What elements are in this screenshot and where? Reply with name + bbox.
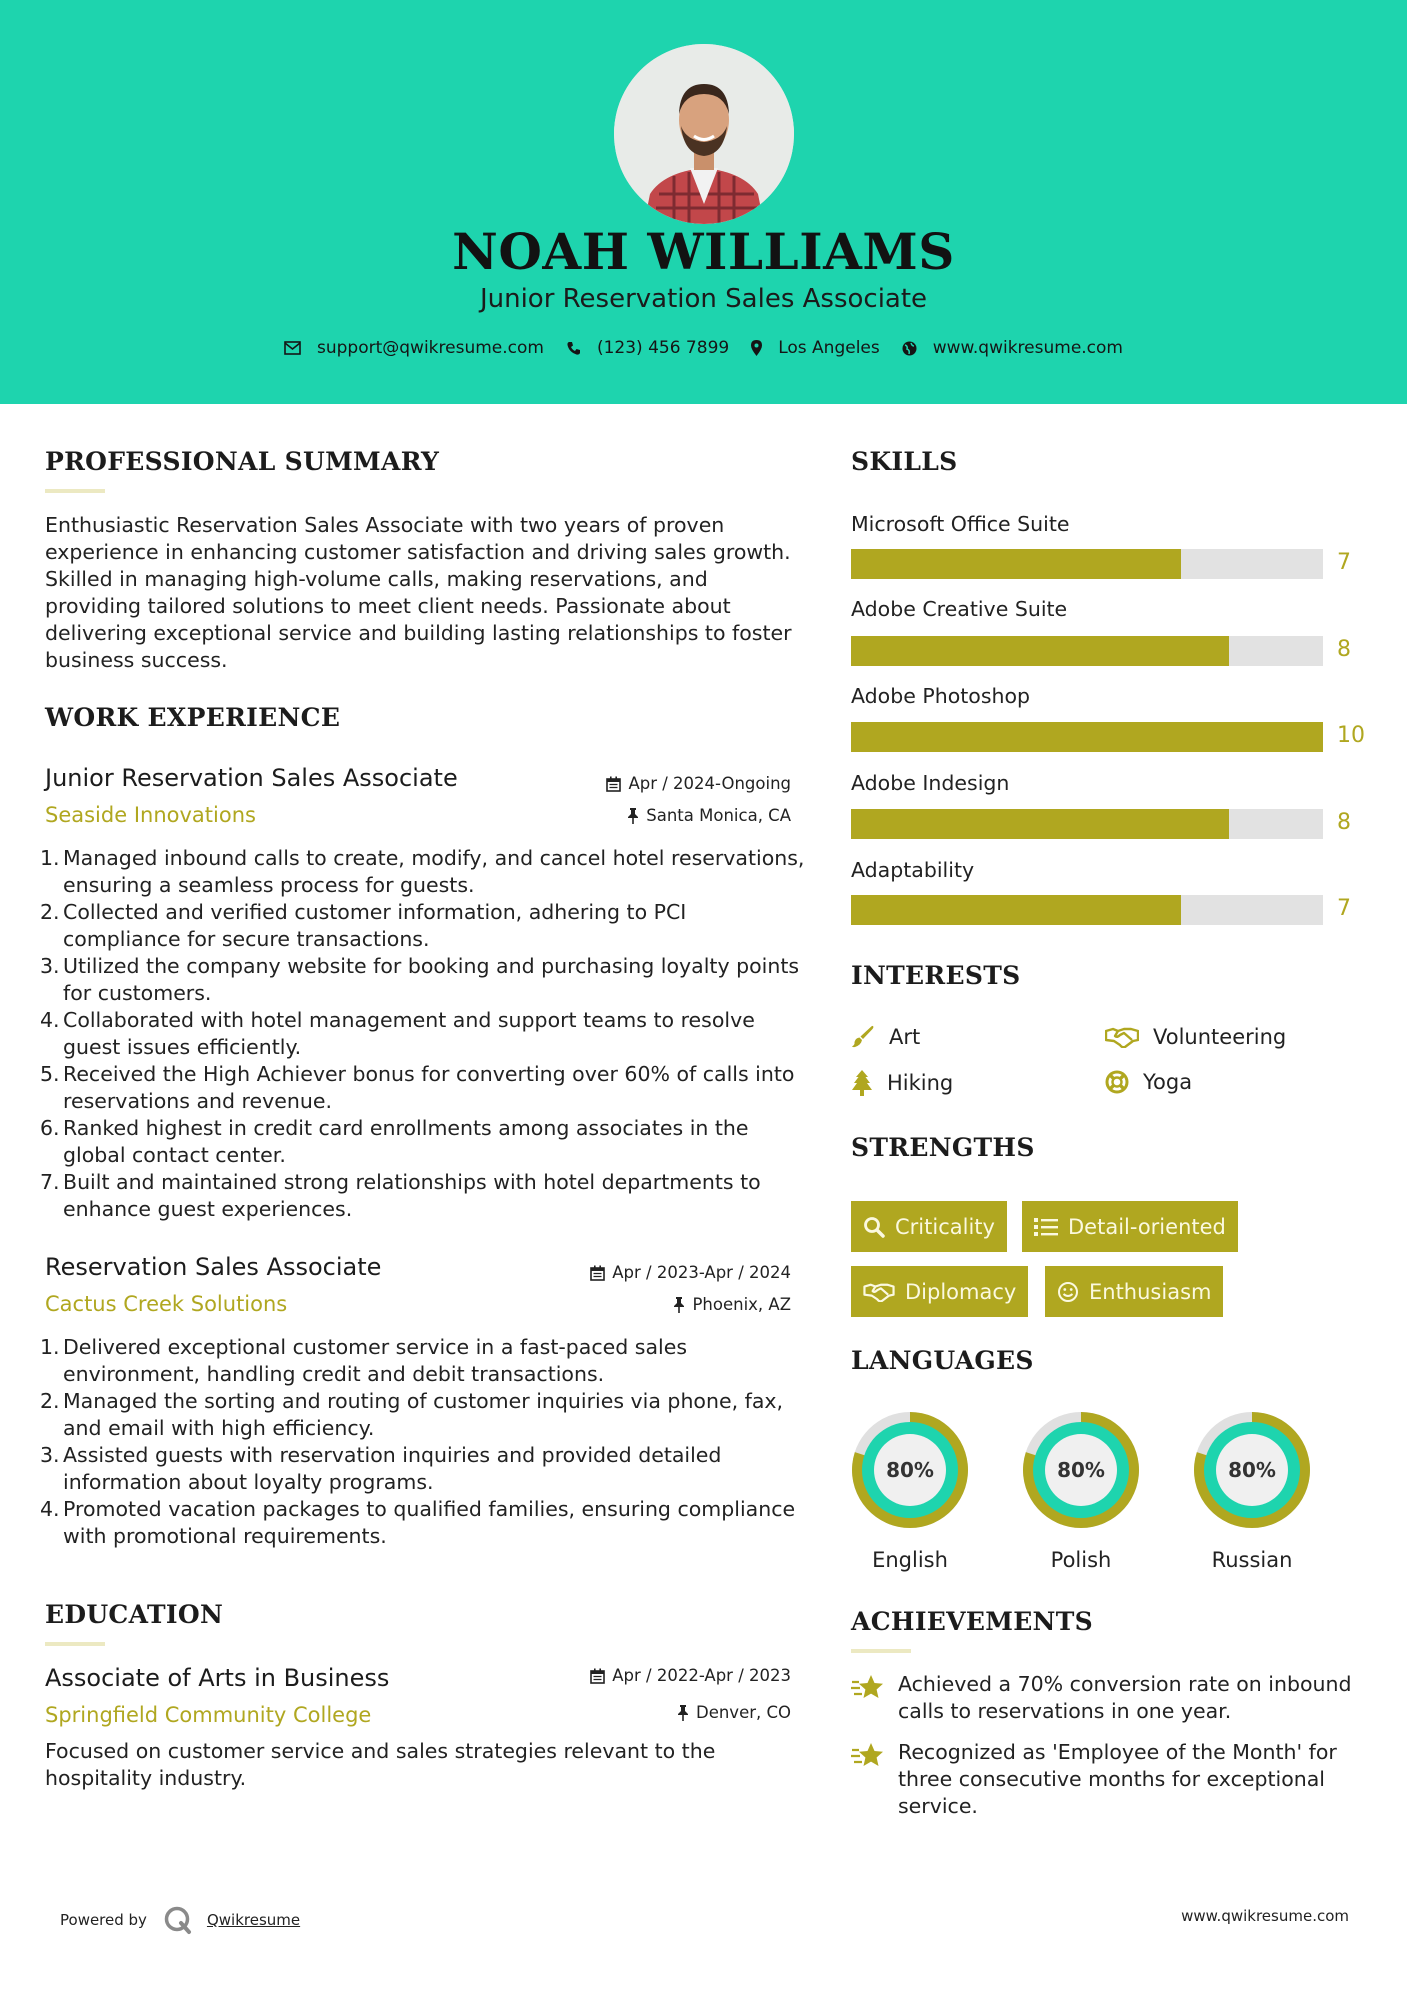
list-number: 5. [40, 1062, 60, 1086]
experience-heading: WORK EXPERIENCE [45, 703, 341, 732]
education-location [677, 1703, 791, 1722]
list-item [40, 1442, 810, 1496]
achievements-heading: ACHIEVEMENTS [851, 1607, 1093, 1636]
candidate-name: NOAH WILLIAMS [452, 222, 955, 281]
company-name: Cactus Creek Solutions [45, 1292, 288, 1316]
qwikresume-link[interactable]: Qwikresume [206, 1911, 301, 1929]
envelope-icon [284, 341, 301, 355]
language-ring [1190, 1408, 1314, 1532]
list-text: Managed the sorting and routing of customer inquiries via phone, fax, and email with high efficiency. [63, 1389, 784, 1440]
strength-tag [851, 1266, 1028, 1317]
achievements-underline [851, 1649, 911, 1653]
calendar-icon [606, 776, 621, 792]
contact-email[interactable] [284, 338, 544, 358]
list-number: 4. [40, 1497, 60, 1521]
list-number: 3. [40, 1443, 60, 1467]
language-percent: 80% [886, 1458, 934, 1482]
skill-bar [851, 636, 1323, 666]
strength-tag [1022, 1201, 1238, 1252]
language-ring [1019, 1408, 1143, 1532]
list-text: Built and maintained strong relationships with hotel departments to enhance guest experiences. [63, 1170, 761, 1221]
website-text: www.qwikresume.com [932, 338, 1123, 358]
skill-name: Adobe Photoshop [851, 684, 1031, 708]
language-ring [848, 1408, 972, 1532]
job-dates [606, 774, 791, 793]
list-number: 4. [40, 1008, 60, 1032]
list-text: Managed inbound calls to create, modify, and cancel hotel reservations, ensuring a seamless process for guests. [63, 846, 805, 897]
star-icon [851, 1673, 885, 1703]
strength-label: Detail-oriented [1068, 1214, 1226, 1239]
language-name: Polish [1050, 1548, 1112, 1572]
skill-bar-fill [851, 549, 1181, 579]
star-icon [851, 1741, 885, 1771]
powered-by [60, 1905, 300, 1935]
skill-level: 8 [1337, 637, 1351, 662]
calendar-icon [590, 1265, 605, 1281]
contact-bar [0, 338, 1407, 358]
list-text: Delivered exceptional customer service in a fast-paced sales environment, handling credit and debit transactions. [63, 1335, 688, 1386]
smile-icon [1057, 1281, 1079, 1303]
skill-level: 10 [1337, 723, 1365, 748]
skill-bar [851, 809, 1323, 839]
skill-bar [851, 895, 1323, 925]
calendar-icon [590, 1668, 605, 1684]
list-item [40, 1334, 810, 1388]
interest-name: Art [889, 1025, 921, 1049]
lifering-icon [1105, 1070, 1129, 1094]
job-dates-text: Apr / 2024-Ongoing [628, 774, 791, 793]
list-number: 1. [40, 1335, 60, 1359]
job-location [673, 1295, 791, 1314]
list-item [40, 1061, 810, 1115]
job-location-text: Santa Monica, CA [646, 806, 791, 825]
strength-label: Enthusiasm [1089, 1279, 1212, 1304]
achievement-item [851, 1739, 1371, 1820]
tree-icon [851, 1070, 873, 1096]
pushpin-icon [673, 1297, 685, 1313]
skill-bar-fill [851, 895, 1181, 925]
company-name: Seaside Innovations [45, 803, 256, 827]
handshake-icon [863, 1282, 895, 1302]
pushpin-icon [677, 1705, 689, 1721]
language-item [1019, 1408, 1143, 1572]
education-heading: EDUCATION [45, 1600, 224, 1629]
list-text: Collaborated with hotel management and support teams to resolve guest issues efficiently. [63, 1008, 755, 1059]
resume-header [0, 0, 1407, 404]
search-icon [863, 1216, 885, 1238]
school-name: Springfield Community College [45, 1703, 372, 1727]
list-number: 1. [40, 846, 60, 870]
list-item [40, 1007, 810, 1061]
summary-underline [45, 489, 105, 493]
list-item [40, 1169, 810, 1223]
skill-bar-fill [851, 636, 1229, 666]
education-dates-text: Apr / 2022-Apr / 2023 [612, 1666, 791, 1685]
summary-heading: PROFESSIONAL SUMMARY [45, 447, 440, 476]
avatar-illustration [614, 44, 794, 224]
email-text: support@qwikresume.com [317, 338, 544, 358]
skill-name: Adaptability [851, 858, 975, 882]
language-name: English [872, 1548, 948, 1572]
strength-tag [851, 1201, 1007, 1252]
achievement-item [851, 1671, 1371, 1725]
summary-text: Enthusiastic Reservation Sales Associate with two years of proven experience in enhancing customer satisfaction and driving sales growth. Skilled in managing high-volume calls, making reservations, and providing tailored solutions to meet client needs. Passionate about delivering exceptional service and building lasting relationships to foster business success. [45, 513, 792, 672]
achievement-text: Achieved a 70% conversion rate on inbound calls to reservations in one year. [898, 1672, 1352, 1723]
language-name: Russian [1211, 1548, 1293, 1572]
list-item [40, 1496, 810, 1550]
pushpin-icon [627, 808, 639, 824]
education-underline [45, 1642, 105, 1646]
job-responsibilities [40, 845, 810, 1223]
skill-bar [851, 549, 1323, 579]
skill-bar [851, 722, 1323, 752]
list-item [40, 845, 810, 899]
contact-phone[interactable] [566, 338, 729, 358]
interest-item [1105, 1070, 1192, 1094]
phone-icon [566, 341, 581, 356]
skill-name: Microsoft Office Suite [851, 512, 1070, 536]
list-text: Collected and verified customer information, adhering to PCI compliance for secure transactions. [63, 900, 687, 951]
language-percent: 80% [1228, 1458, 1276, 1482]
list-item [40, 1388, 810, 1442]
location-text: Los Angeles [778, 338, 880, 358]
interest-item [851, 1070, 953, 1096]
education-description: Focused on customer service and sales strategies relevant to the hospitality industry. [45, 1739, 716, 1790]
language-percent: 80% [1057, 1458, 1105, 1482]
language-item [1190, 1408, 1314, 1572]
map-pin-icon [751, 340, 762, 356]
list-text: Received the High Achiever bonus for converting over 60% of calls into reservations and revenue. [63, 1062, 795, 1113]
interest-item [851, 1025, 920, 1049]
list-number: 6. [40, 1116, 60, 1140]
interest-name: Hiking [887, 1071, 954, 1095]
candidate-title: Junior Reservation Sales Associate [479, 284, 928, 314]
skill-name: Adobe Creative Suite [851, 597, 1068, 621]
list-number: 2. [40, 1389, 60, 1413]
languages-heading: LANGUAGES [851, 1346, 1034, 1375]
contact-website[interactable] [902, 338, 1123, 358]
job-location [627, 806, 791, 825]
list-number: 3. [40, 954, 60, 978]
education-location-text: Denver, CO [695, 1703, 791, 1722]
strengths-heading: STRENGTHS [851, 1133, 1035, 1162]
phone-text: (123) 456 7899 [596, 338, 730, 358]
handshake-icon [1105, 1026, 1139, 1048]
list-text: Utilized the company website for booking and purchasing loyalty points for customers. [63, 954, 800, 1005]
list-text: Ranked highest in credit card enrollments among associates in the global contact center. [63, 1116, 749, 1167]
strength-label: Diplomacy [905, 1279, 1017, 1304]
list-item [40, 1115, 810, 1169]
list-item [40, 899, 810, 953]
strength-label: Criticality [895, 1214, 995, 1239]
footer-url[interactable]: www.qwikresume.com [1181, 1907, 1349, 1925]
language-item [848, 1408, 972, 1572]
education-dates [590, 1666, 791, 1685]
qwikresume-logo-icon [163, 1905, 193, 1935]
strength-tag [1045, 1266, 1223, 1317]
job-dates-text: Apr / 2023-Apr / 2024 [612, 1263, 791, 1282]
interest-item [1105, 1025, 1286, 1049]
profile-photo [614, 44, 794, 224]
job-location-text: Phoenix, AZ [692, 1295, 791, 1314]
globe-icon [902, 341, 917, 356]
interests-heading: INTERESTS [851, 961, 1021, 990]
job-title: Junior Reservation Sales Associate [45, 764, 458, 792]
skills-heading: SKILLS [851, 447, 958, 476]
degree-title: Associate of Arts in Business [45, 1664, 390, 1692]
skill-bar-fill [851, 722, 1323, 752]
skill-bar-fill [851, 809, 1229, 839]
list-icon [1034, 1217, 1058, 1237]
list-number: 2. [40, 900, 60, 924]
list-number: 7. [40, 1170, 60, 1194]
list-item [40, 953, 810, 1007]
interest-name: Yoga [1143, 1070, 1193, 1094]
list-text: Assisted guests with reservation inquiries and provided detailed information about loyalty programs. [63, 1443, 722, 1494]
paintbrush-icon [851, 1025, 875, 1049]
job-title: Reservation Sales Associate [45, 1253, 382, 1281]
list-text: Promoted vacation packages to qualified families, ensuring compliance with promotional requirements. [63, 1497, 796, 1548]
skill-name: Adobe Indesign [851, 771, 1010, 795]
powered-by-label: Powered by [60, 1911, 147, 1929]
interest-name: Volunteering [1153, 1025, 1287, 1049]
job-responsibilities [40, 1334, 810, 1550]
contact-location [751, 338, 880, 358]
skill-level: 7 [1337, 550, 1351, 575]
skill-level: 8 [1337, 810, 1351, 835]
job-dates [590, 1263, 791, 1282]
skill-level: 7 [1337, 896, 1351, 921]
achievement-text: Recognized as 'Employee of the Month' for three consecutive months for exceptional service. [898, 1740, 1337, 1818]
